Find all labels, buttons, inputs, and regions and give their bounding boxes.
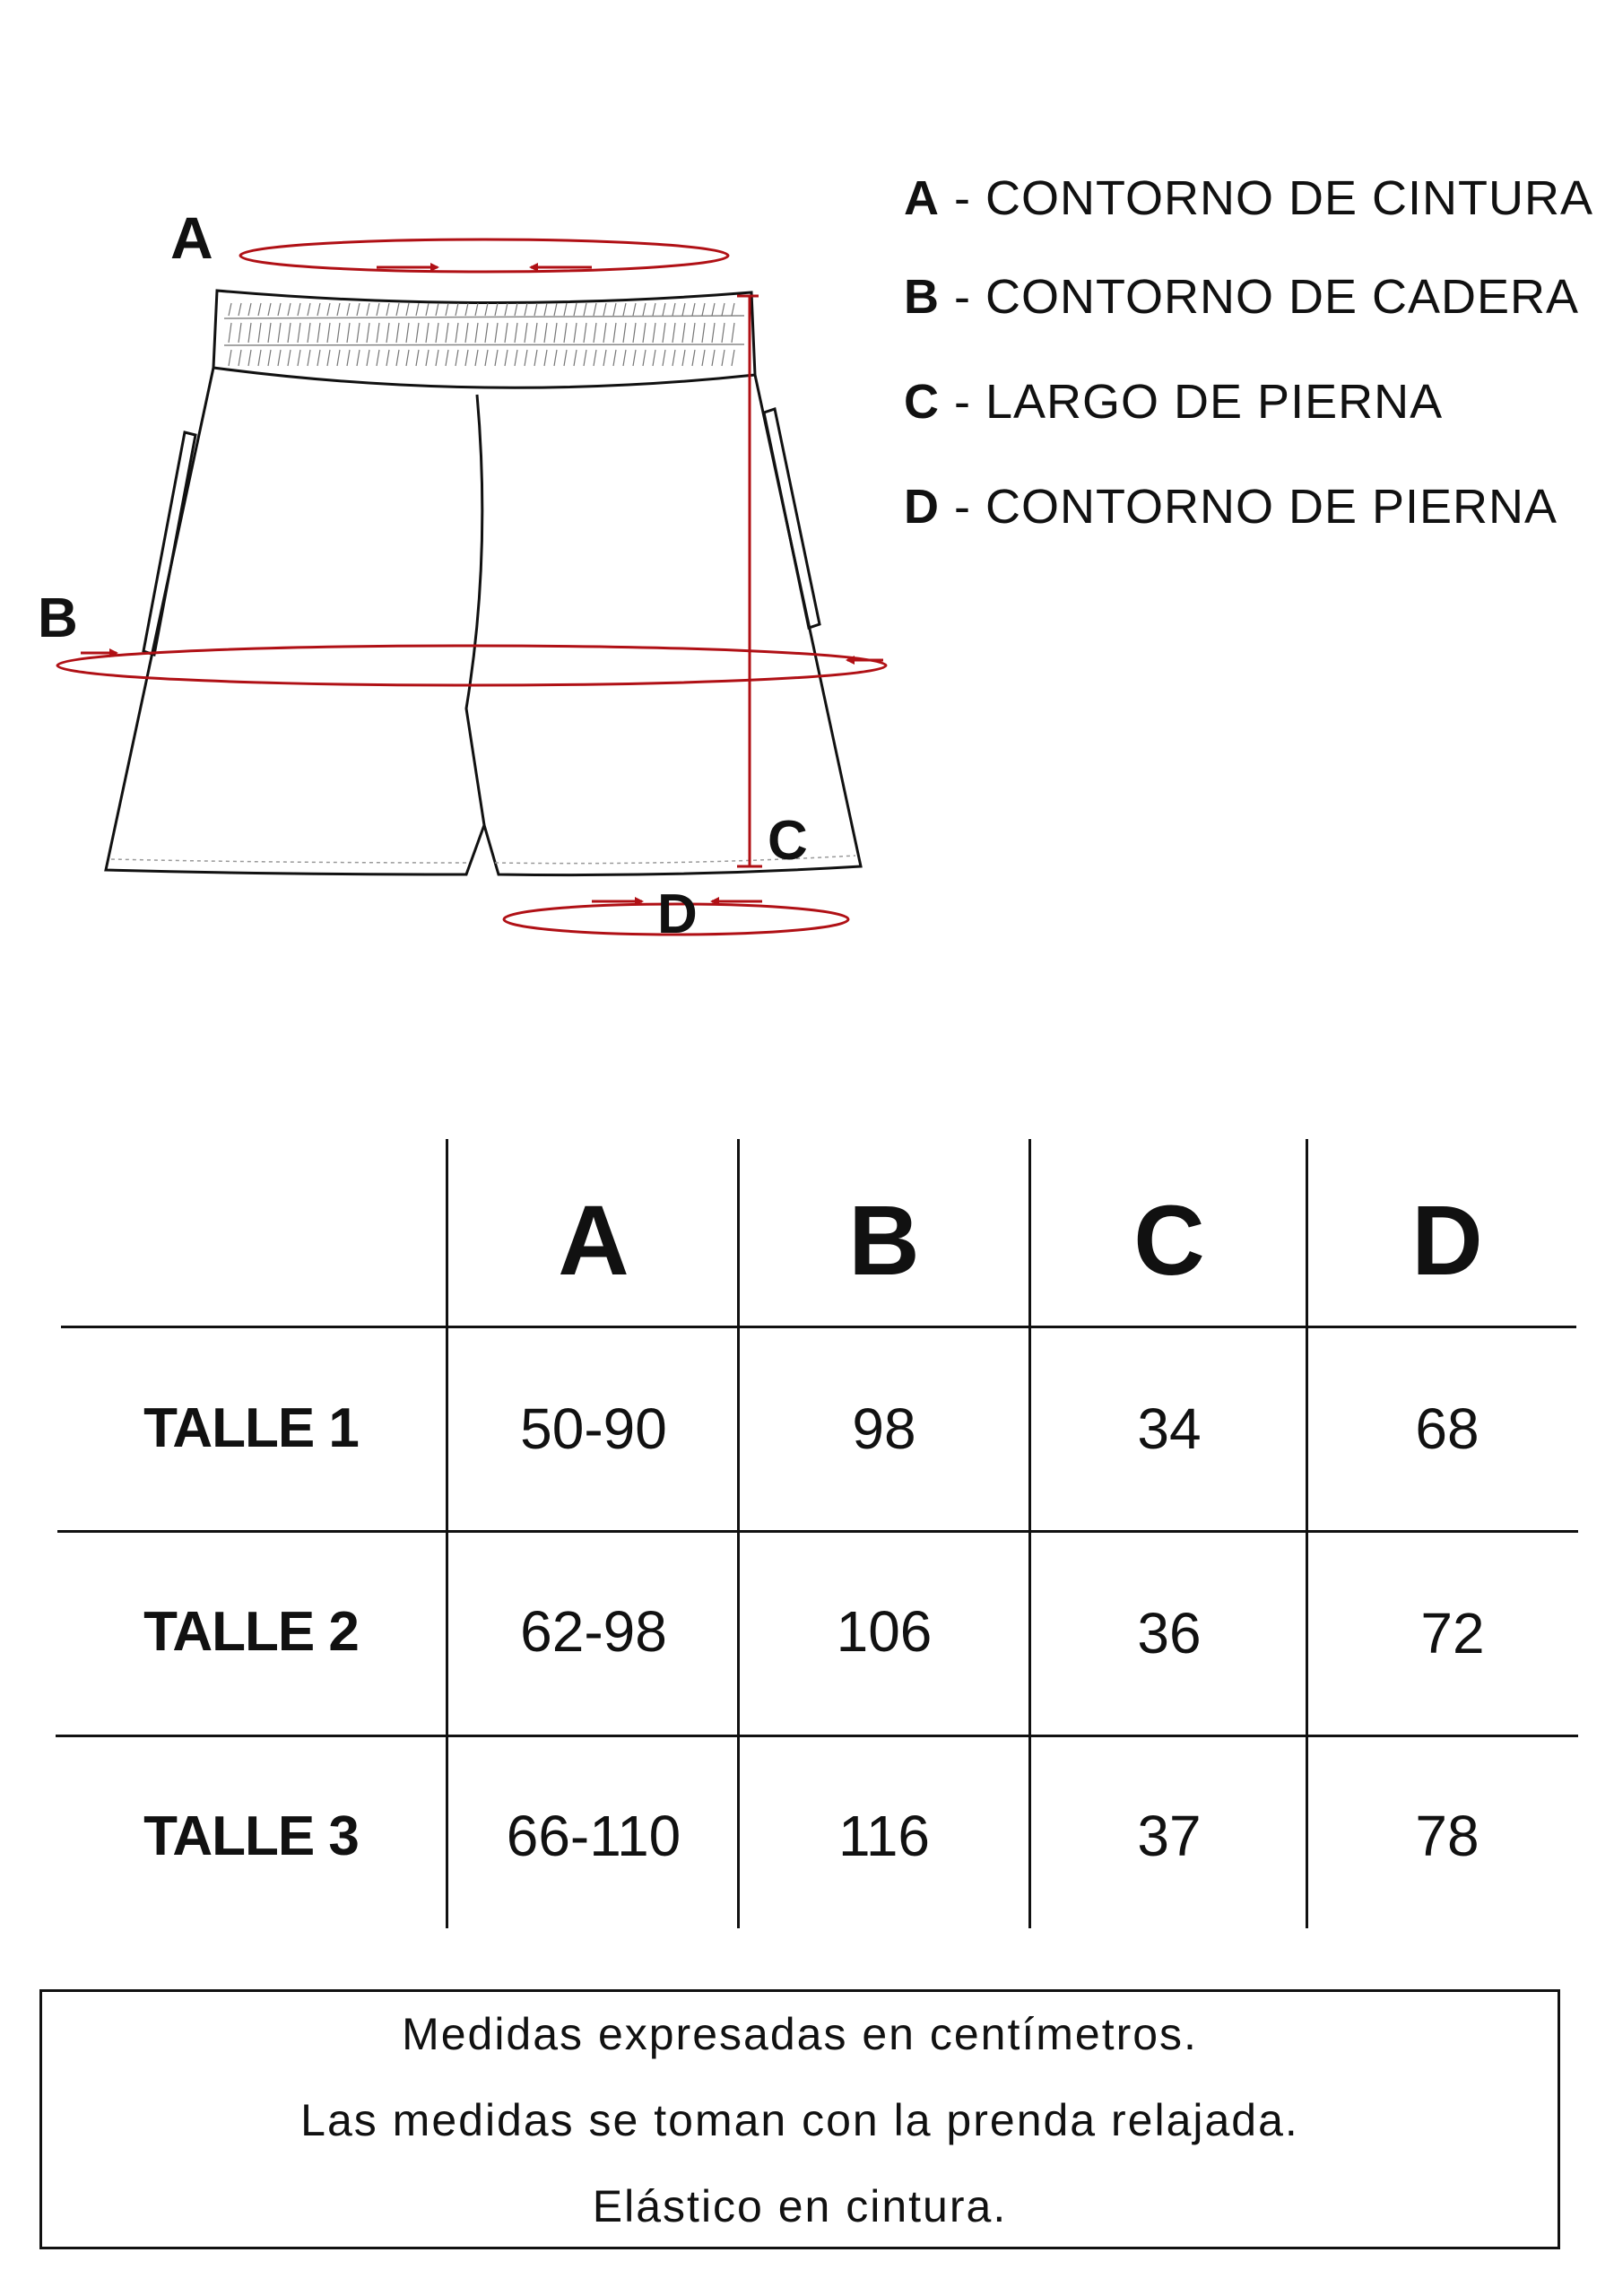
table-divider	[446, 1139, 448, 1928]
column-header: A	[558, 1186, 629, 1296]
hem-stitch	[111, 856, 855, 864]
label-c: C	[768, 810, 808, 872]
table-divider	[737, 1139, 740, 1928]
legend-text: - CONTORNO DE PIERNA	[940, 480, 1558, 534]
table-divider	[61, 1326, 1576, 1328]
table-cell: 116	[837, 1804, 931, 1868]
table-cell: 50-90	[520, 1396, 667, 1461]
table-divider	[1306, 1139, 1308, 1928]
table-divider	[56, 1735, 1578, 1737]
row-header: TALLE 2	[143, 1601, 359, 1663]
table-cell: 106	[836, 1599, 933, 1664]
table-cell: 66-110	[506, 1804, 681, 1868]
measure-c-length	[737, 296, 762, 866]
measure-a-waist	[240, 239, 728, 272]
legend-item-b	[904, 269, 1579, 325]
label-b: B	[38, 587, 78, 649]
table-cell: 72	[1420, 1601, 1485, 1665]
note-line: Medidas expresadas en centímetros.	[402, 2009, 1198, 2059]
table-cell: 37	[1137, 1804, 1202, 1868]
waistband	[213, 291, 755, 387]
column-header: D	[1411, 1186, 1483, 1296]
row-header: TALLE 1	[143, 1397, 359, 1459]
legend-text: - CONTORNO DE CADERA	[940, 270, 1580, 324]
note-line: Elástico en cintura.	[592, 2181, 1008, 2231]
table-cell: 98	[852, 1396, 916, 1461]
notes-box	[39, 1989, 1560, 2249]
table-divider	[57, 1530, 1578, 1533]
column-header: B	[848, 1186, 920, 1296]
size-table	[0, 1139, 1614, 1946]
legend-key: A	[904, 171, 940, 225]
legend-item-c	[904, 374, 1443, 430]
legend-item-d	[904, 479, 1558, 535]
label-d: D	[657, 883, 698, 945]
note-line: Las medidas se toman con la prenda relajada.	[300, 2095, 1299, 2145]
legend-key: D	[904, 480, 940, 534]
legend-item-a	[904, 170, 1593, 226]
shorts-body	[106, 368, 861, 875]
table-divider	[1028, 1139, 1031, 1928]
legend-key: C	[904, 375, 940, 429]
table-cell: 62-98	[520, 1599, 667, 1664]
label-a: A	[170, 204, 213, 271]
legend-text: - LARGO DE PIERNA	[940, 375, 1444, 429]
row-header: TALLE 3	[143, 1805, 359, 1867]
column-header: C	[1133, 1186, 1205, 1296]
table-cell: 34	[1137, 1396, 1202, 1461]
legend-key: B	[904, 270, 940, 324]
table-cell: 68	[1415, 1396, 1480, 1461]
table-cell: 36	[1137, 1601, 1202, 1665]
table-cell: 78	[1415, 1804, 1480, 1868]
legend-text: - CONTORNO DE CINTURA	[940, 171, 1594, 225]
